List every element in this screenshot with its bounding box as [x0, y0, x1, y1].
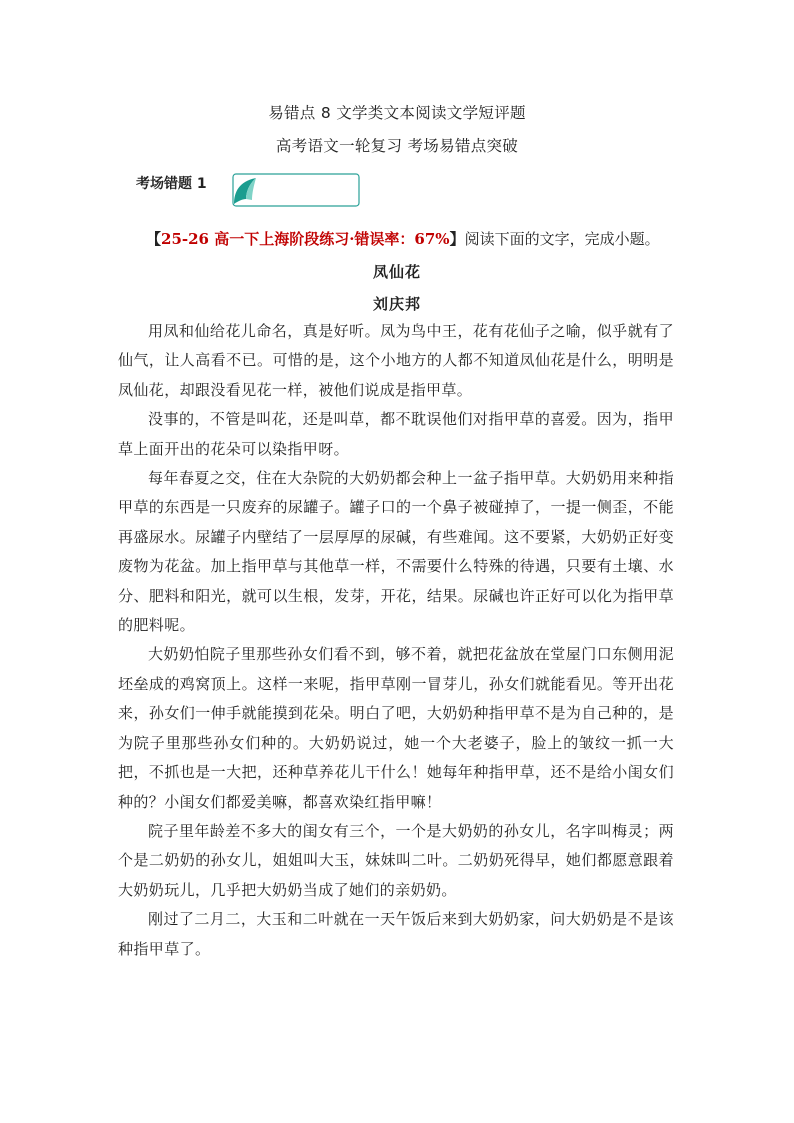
section-badge	[232, 173, 360, 207]
article-body	[118, 317, 674, 964]
question-instruction: 阅读下面的文字，完成小题。	[464, 230, 660, 248]
page-title: 易错点 8 文学类文本阅读文学短评题	[268, 104, 526, 122]
bracket-close: 】	[449, 230, 465, 248]
paragraph: 大奶奶怕院子里那些孙女们看不到，够不着，就把花盆放在堂屋门口东侧用泥坯垒成的鸡窝顶上。这样一来呢，指甲草刚一冒芽儿，孙女们就能看见。等开出花来，孙女们一伸手就能摸到花朵。明白了吧，大奶奶种指甲草不是为自己种的，是为院子里那些孙女们种的。大奶奶说过，她一个大老婆子，脸上的皱纹一抓一大把，不抓也是一大把，还种草养花儿干什么！她每年种指甲草，还不是给小闺女们种的？小闺女们都爱美嘛，都喜欢染红指甲嘛！	[118, 645, 674, 811]
section-label: 考场错题 1	[136, 176, 207, 192]
paragraph: 用凤和仙给花儿命名，真是好听。凤为鸟中王，花有花仙子之喻，似乎就有了仙气，让人高看不已。可惜的是，这个小地方的人都不知道凤仙花是什么，明明是凤仙花，却跟没看见花一样，被他们说成是指甲草。	[118, 322, 674, 399]
article-author: 刘庆邦	[372, 295, 421, 313]
page-subtitle: 高考语文一轮复习 考场易错点突破	[275, 137, 519, 155]
article-title: 凤仙花	[372, 263, 421, 281]
question-source: 25-26 高一下上海阶段练习·错误率：67%	[161, 230, 450, 248]
leaf-icon	[232, 173, 360, 207]
paragraph: 刚过了二月二，大玉和二叶就在一天午饭后来到大奶奶家，问大奶奶是不是该种指甲草了。	[118, 910, 674, 958]
bracket-open: 【	[146, 230, 162, 248]
paragraph: 院子里年龄差不多大的闺女有三个，一个是大奶奶的孙女儿，名字叫梅灵；两个是二奶奶的孙女儿，姐姐叫大玉，妹妹叫二叶。二奶奶死得早，她们都愿意跟着大奶奶玩儿，几乎把大奶奶当成了她们的亲奶奶。	[118, 821, 674, 899]
paragraph: 没事的，不管是叫花，还是叫草，都不耽误他们对指甲草的喜爱。因为，指甲草上面开出的花朵可以染指甲呀。	[118, 410, 674, 458]
question-prompt	[146, 228, 666, 249]
paragraph: 每年春夏之交，住在大杂院的大奶奶都会种上一盆子指甲草。大奶奶用来种指甲草的东西是一只废弃的尿罐子。罐子口的一个鼻子被碰掉了，一提一侧歪，不能再盛尿水。尿罐子内壁结了一层厚厚的尿碱，有些难闻。这不要紧，大奶奶正好变废物为花盆。加上指甲草与其他草一样，不需要什么特殊的待遇，只要有土壤、水分、肥料和阳光，就可以生根，发芽，开花，结果。尿碱也许正好可以化为指甲草的肥料呢。	[118, 469, 674, 635]
